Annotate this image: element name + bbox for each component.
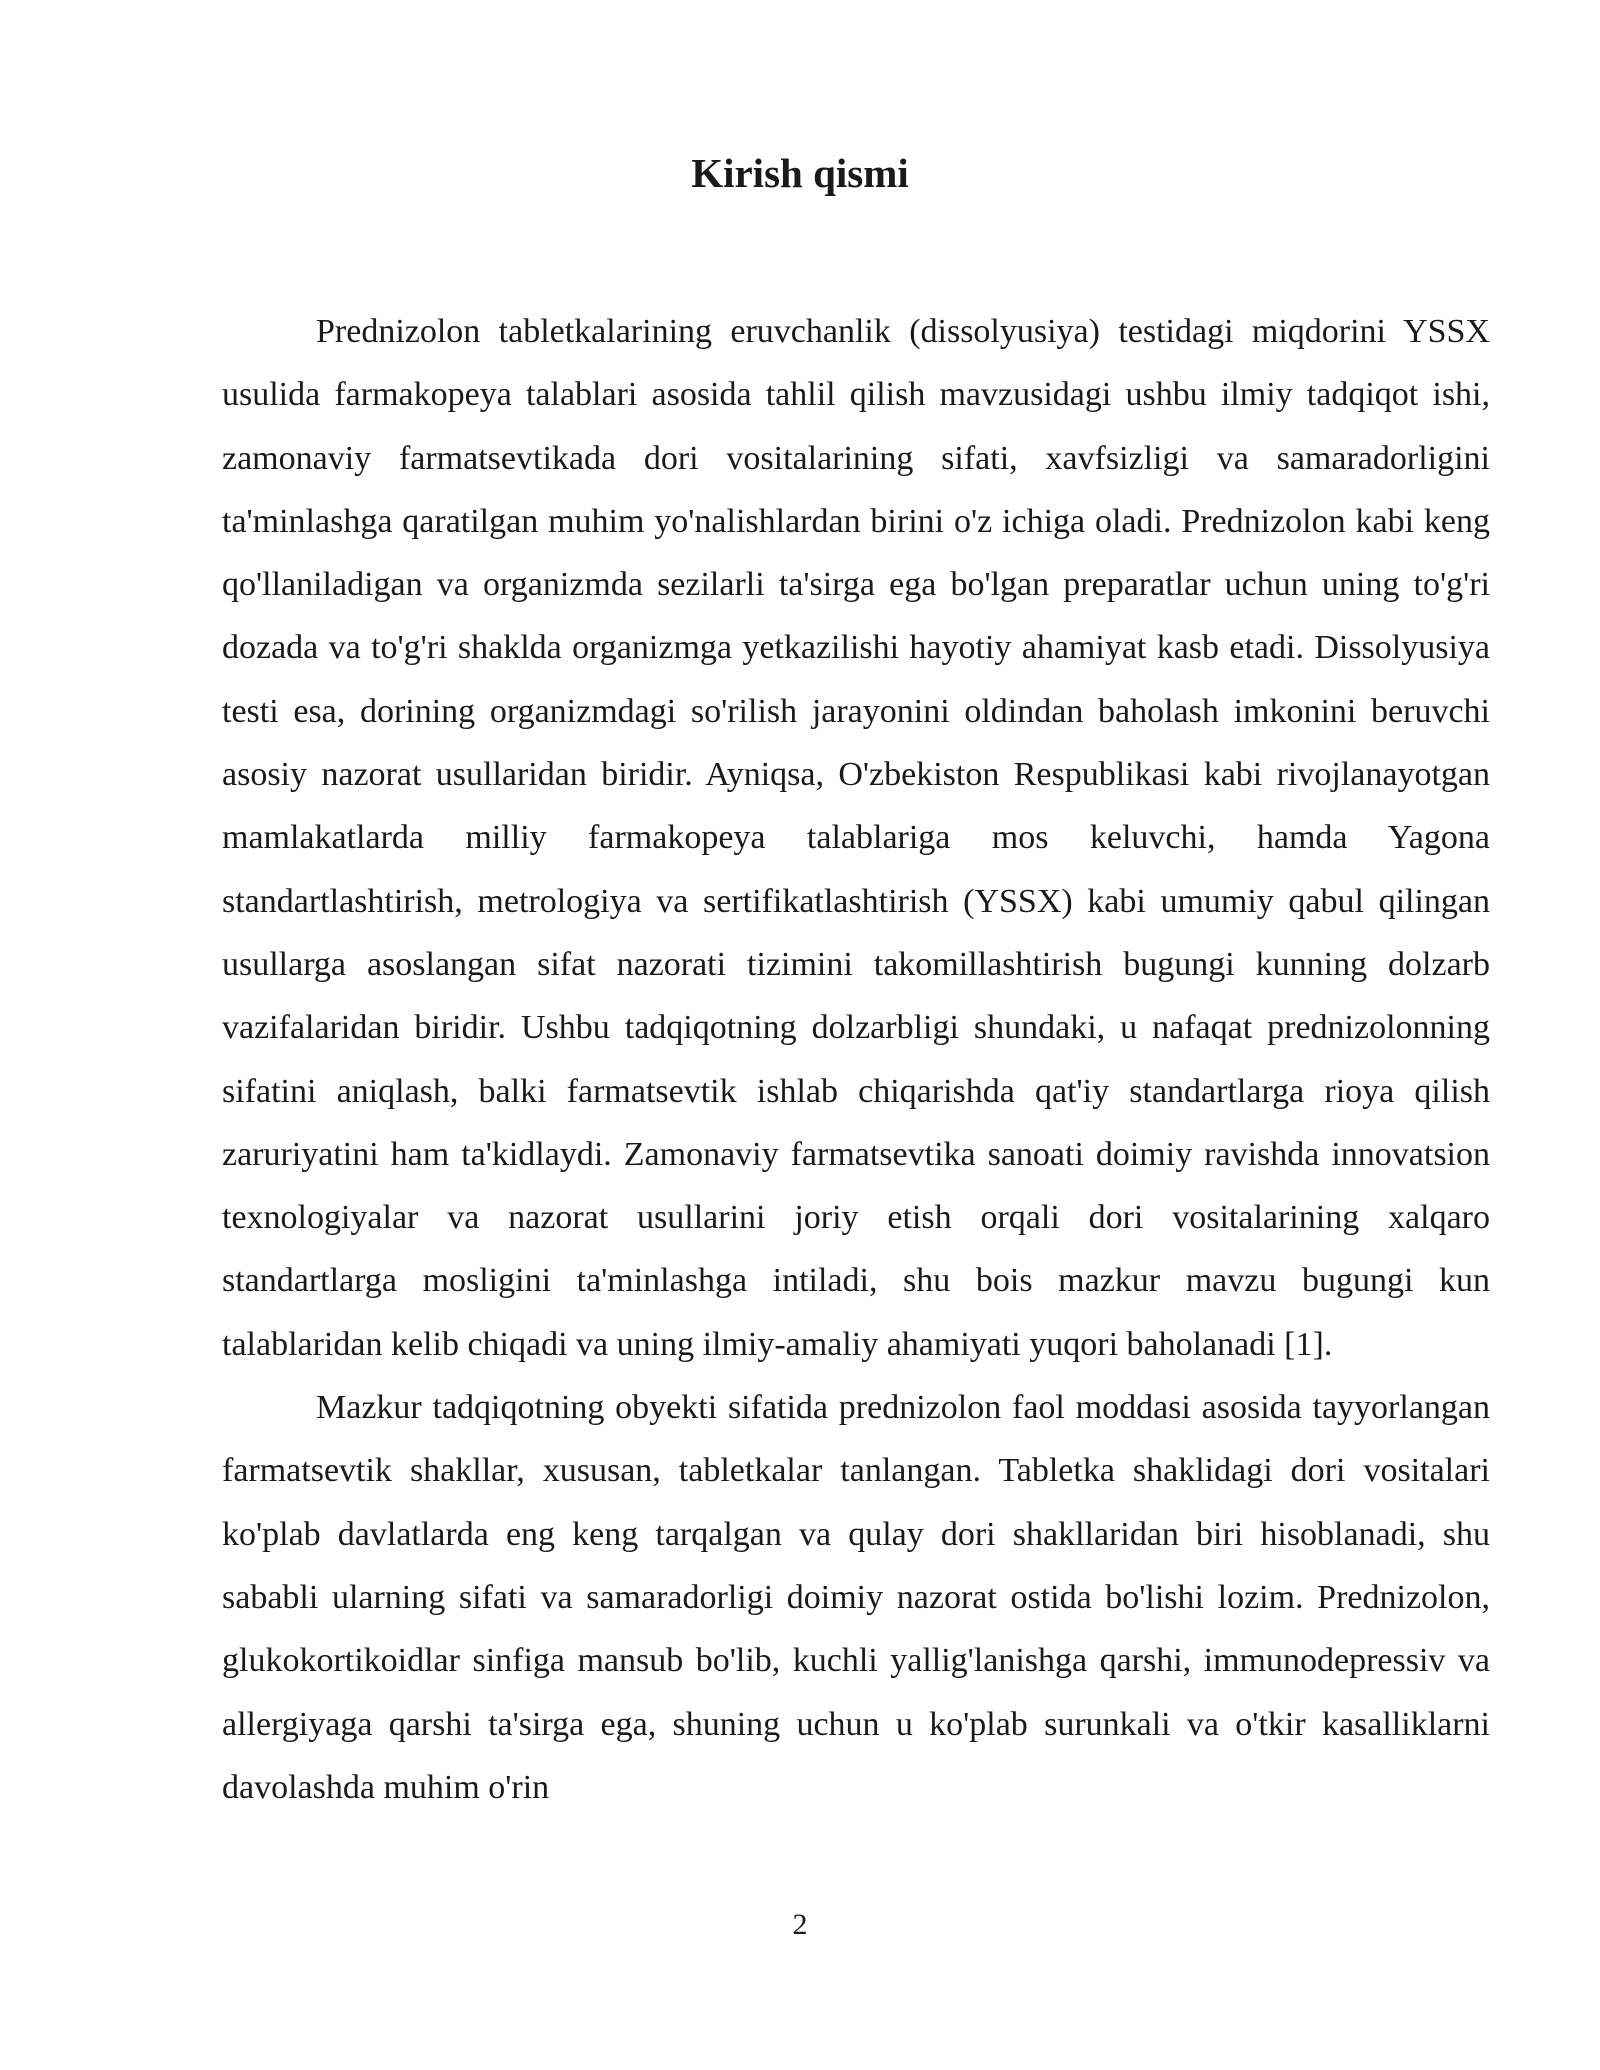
paragraph: Prednizolon tabletkalarining eruvchanlik (dissolyusiya) testidagi miqdorini YSSX usulida farmakopeya talablari asosida tahlil qilish mavzusidagi ushbu ilmiy tadqiqot ishi, zamonaviy farmatsevtikada dori vositalarining sifati, xavfsizligi va samaradorligini ta'minlashga qaratilgan muhim yo'nalishlardan birini o'z ichiga oladi. Prednizolon kabi keng qo'llaniladigan va organizmda sezilarli ta'sirga ega bo'lgan preparatlar uchun uning to'g'ri dozada va to'g'ri shaklda organizmga yetkazilishi hayotiy ahamiyat kasb etadi. Dissolyusiya testi esa, dorining organizmdagi so'rilish jarayonini oldindan baholash imkonini beruvchi asosiy nazorat usullaridan biridir. Ayniqsa, O'zbekiston Respublikasi kabi rivojlanayotgan mamlakatlarda milliy farmakopeya talablariga mos keluvchi, hamda Yagona standartlashtirish, metrologiya va sertifikatlashtirish (YSSX) kabi umumiy qabul qilingan usullarga asoslangan sifat nazorati tizimini takomillashtirish bugungi kunning dolzarb vazifalaridan biridir. Ushbu tadqiqotning dolzarbligi shundaki, u nafaqat prednizolonning sifatini aniqlash, balki farmatsevtik ishlab chiqarishda qat'iy standartlarga rioya qilish zaruriyatini ham ta'kidlaydi. Zamonaviy farmatsevtika sanoati doimiy ravishda innovatsion texnologiyalar va nazorat usullarini joriy etish orqali dori vositalarining xalqaro standartlarga mosligini ta'minlashga intiladi, shu bois mazkur mavzu bugungi kun talablaridan kelib chiqadi va uning ilmiy-amaliy ahamiyati yuqori baholanadi [1]. (222, 313, 1490, 1363)
page-number: 2 (792, 1908, 808, 1941)
paragraph: Mazkur tadqiqotning obyekti sifatida prednizolon faol moddasi asosida tayyorlangan farmatsevtik shakllar, xususan, tabletkalar tanlangan. Tabletka shaklidagi dori vositalari ko'plab davlatlarda eng keng tarqalgan va qulay dori shakllaridan biri hisoblanadi, shu sababli ularning sifati va samaradorligi doimiy nazorat ostida bo'lishi lozim. Prednizolon, glukokortikoidlar sinfiga mansub bo'lib, kuchli yallig'lanishga qarshi, immunodepressiv va allergiyaga qarshi ta'sirga ega, shuning uchun u ko'plab surunkali va o'tkir kasalliklarni davolashda muhim o'rin (222, 1389, 1490, 1806)
section-title: Kirish qismi (691, 150, 909, 196)
body-text (222, 300, 1490, 1819)
